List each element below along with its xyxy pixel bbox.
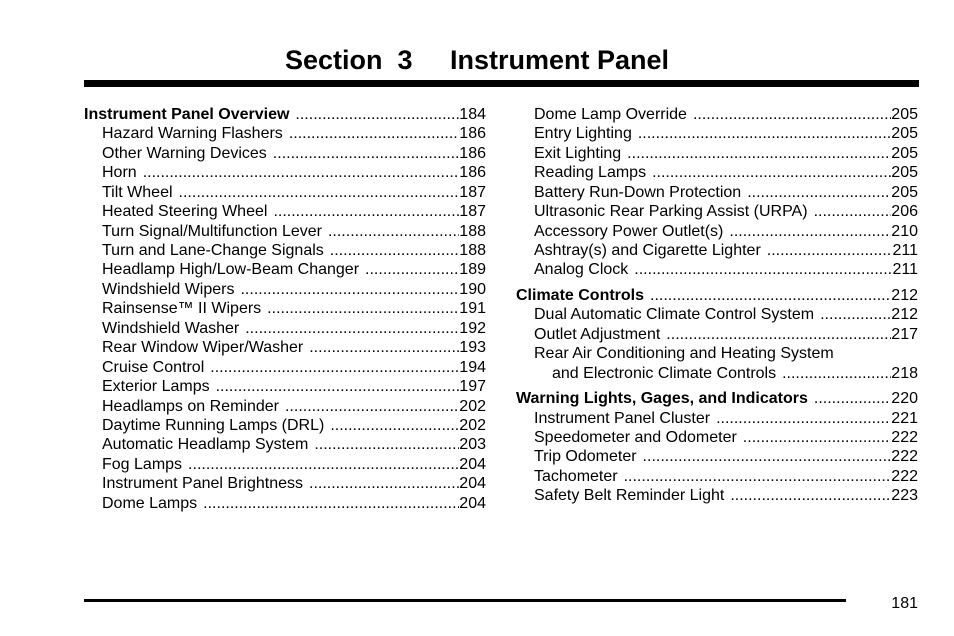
toc-entry-label: Headlamp High/Low-Beam Changer: [102, 261, 360, 279]
toc-entry-page: 205: [891, 125, 918, 143]
toc-entry: [84, 299, 486, 318]
toc-entry-label: Other Warning Devices: [102, 144, 267, 162]
toc-entry-page: 203: [459, 436, 486, 454]
dot-leader: [365, 261, 459, 280]
dot-leader: [267, 299, 459, 318]
toc-entry: [84, 124, 486, 143]
toc-entry: [84, 416, 486, 435]
toc-entry: [516, 144, 918, 163]
toc-entry-label: Heated Steering Wheel: [102, 203, 268, 221]
dot-leader: [814, 202, 892, 221]
dot-leader: [624, 467, 892, 486]
toc-entry-page: 204: [459, 475, 486, 493]
toc-entry: [84, 377, 486, 396]
toc-entry-label: Automatic Headlamp System: [102, 436, 309, 454]
title-rule: [84, 80, 919, 87]
toc-entry-page: 221: [891, 409, 918, 427]
toc-entry: [84, 494, 486, 513]
dot-leader: [314, 435, 459, 454]
toc-entry: [516, 241, 918, 260]
toc-entry: [84, 319, 486, 338]
toc-entry: [84, 144, 486, 163]
toc-entry-label: Entry Lighting: [534, 125, 632, 143]
toc-entry-page: 220: [891, 390, 918, 408]
toc-entry-label: Rainsense™ II Wipers: [102, 300, 262, 318]
dot-leader: [245, 319, 459, 338]
toc-entry: [516, 364, 918, 383]
toc-entry-page: 205: [891, 144, 918, 162]
toc-entry-page: 206: [891, 203, 918, 221]
dot-leader: [188, 455, 459, 474]
toc-entry-label: Instrument Panel Brightness: [102, 475, 303, 493]
toc-entry: [516, 261, 918, 280]
toc-entry-page: 212: [891, 306, 918, 324]
toc-entry: [516, 202, 918, 221]
toc-entry-page: 186: [459, 144, 486, 162]
toc-entry-page: 211: [892, 242, 918, 260]
toc-entry-label: Safety Belt Reminder Light: [534, 487, 725, 505]
toc-entry-page: 204: [459, 455, 486, 473]
toc-entry: [516, 286, 918, 305]
toc-entry-label: Ashtray(s) and Cigarette Lighter: [534, 242, 761, 260]
toc-entry: [516, 183, 918, 202]
toc-entry-label: Exit Lighting: [534, 144, 622, 162]
dot-leader: [650, 286, 891, 305]
dot-leader: [820, 305, 891, 324]
toc-entry: [84, 261, 486, 280]
dot-leader: [240, 280, 459, 299]
toc-entry: [84, 435, 486, 454]
toc-entry-label: Dome Lamp Override: [534, 105, 687, 123]
toc-entry-label: Trip Odometer: [534, 448, 637, 466]
toc-entry-label: Hazard Warning Flashers: [102, 125, 283, 143]
toc-entry: [516, 325, 918, 344]
toc-entry-page: 222: [891, 448, 918, 466]
toc-entry-label: Ultrasonic Rear Parking Assist (URPA): [534, 203, 808, 221]
toc-entry-label: Rear Window Wiper/Washer: [102, 339, 304, 357]
dot-leader: [747, 183, 891, 202]
toc-entry: [516, 105, 918, 124]
dot-leader: [330, 416, 459, 435]
dot-leader: [638, 124, 891, 143]
toc-entry-page: 218: [891, 364, 918, 382]
dot-leader: [730, 486, 891, 505]
toc-entry-page: 187: [459, 203, 486, 221]
dot-leader: [273, 144, 460, 163]
toc-entry-label: Fog Lamps: [102, 455, 183, 473]
toc-entry-label: Rear Air Conditioning and Heating System: [534, 345, 834, 363]
toc-entry-label: Climate Controls: [516, 286, 645, 304]
toc-entry-label: Cruise Control: [102, 358, 205, 376]
dot-leader: [143, 163, 460, 182]
dot-leader: [643, 447, 892, 466]
toc-entry: [516, 222, 918, 241]
toc-entry: [84, 455, 486, 474]
toc-entry: [84, 397, 486, 416]
toc-entry-page: 222: [891, 428, 918, 446]
toc-entry-page: 211: [892, 261, 918, 279]
toc-entry-page: 189: [459, 261, 486, 279]
dot-leader: [782, 364, 891, 383]
toc-entry-label: Instrument Panel Overview: [84, 105, 290, 123]
toc-entry-page: 205: [891, 183, 918, 201]
toc-entry-page: 186: [459, 125, 486, 143]
dot-leader: [693, 105, 891, 124]
toc-entry: [84, 222, 486, 241]
toc-entry: [84, 338, 486, 357]
dot-leader: [295, 105, 459, 124]
dot-leader: [216, 377, 460, 396]
toc-entry-page: 197: [459, 378, 486, 396]
toc-right-column: [516, 105, 918, 506]
toc-entry-label: Horn: [102, 164, 137, 182]
dot-leader: [814, 389, 891, 408]
dot-leader: [273, 202, 459, 221]
dot-leader: [634, 261, 892, 280]
toc-entry-page: 188: [459, 242, 486, 260]
page-number: 181: [891, 595, 918, 612]
toc-entry: [84, 105, 486, 124]
toc-entry-page: 202: [459, 397, 486, 415]
toc-left-column: [84, 105, 486, 513]
dot-leader: [729, 222, 891, 241]
dot-leader: [666, 325, 891, 344]
toc-entry: [84, 202, 486, 221]
toc-entry: [516, 447, 918, 466]
toc-entry-label: and Electronic Climate Controls: [552, 364, 777, 382]
toc-entry-label: Dual Automatic Climate Control System: [534, 306, 815, 324]
toc-entry-page: 223: [891, 487, 918, 505]
toc-entry: [84, 474, 486, 493]
toc-entry: [84, 163, 486, 182]
dot-leader: [627, 144, 891, 163]
toc-entry: [516, 486, 918, 505]
dot-leader: [210, 358, 459, 377]
dot-leader: [203, 494, 459, 513]
dot-leader: [289, 124, 459, 143]
toc-entry: [516, 409, 918, 428]
toc-entry: [516, 163, 918, 182]
toc-entry-page: 205: [891, 164, 918, 182]
toc-entry-label: Daytime Running Lamps (DRL): [102, 416, 325, 434]
toc-entry-page: 202: [459, 416, 486, 434]
toc-entry-label: Turn Signal/Multifunction Lever: [102, 222, 322, 240]
toc-entry-label: Warning Lights, Gages, and Indicators: [516, 390, 808, 408]
toc-entry-label: Tilt Wheel: [102, 183, 173, 201]
section-title: Section 3 Instrument Panel: [284, 45, 670, 75]
toc-entry: [84, 183, 486, 202]
toc-entry-page: 188: [459, 222, 486, 240]
toc-entry-label: Exterior Lamps: [102, 378, 210, 396]
dot-leader: [328, 222, 459, 241]
toc-entry-page: 194: [459, 358, 486, 376]
toc-entry-label: Tachometer: [534, 467, 618, 485]
toc-entry-label: Outlet Adjustment: [534, 325, 661, 343]
toc-entry-page: 205: [891, 105, 918, 123]
toc-entry-label: Headlamps on Reminder: [102, 397, 279, 415]
dot-leader: [309, 474, 459, 493]
toc-entry-page: 217: [891, 325, 918, 343]
toc-entry-page: 192: [459, 319, 486, 337]
toc-entry-page: 193: [459, 339, 486, 357]
toc-entry: [84, 358, 486, 377]
toc-entry-label: Analog Clock: [534, 261, 629, 279]
dot-leader: [179, 183, 460, 202]
toc-entry-page: 186: [459, 164, 486, 182]
dot-leader: [652, 163, 891, 182]
toc-entry-label: Reading Lamps: [534, 164, 647, 182]
toc-entry-page: 187: [459, 183, 486, 201]
toc-entry: [516, 344, 918, 363]
toc-entry: [516, 305, 918, 324]
toc-entry-page: 190: [459, 280, 486, 298]
toc-entry-page: 204: [459, 494, 486, 512]
toc-entry: [516, 467, 918, 486]
toc-entry-label: Turn and Lane-Change Signals: [102, 242, 324, 260]
toc-entry-label: Speedometer and Odometer: [534, 428, 737, 446]
toc-entry: [516, 428, 918, 447]
toc-entry-label: Battery Run-Down Protection: [534, 183, 742, 201]
toc-entry-label: Windshield Wipers: [102, 280, 235, 298]
toc-entry-label: Dome Lamps: [102, 494, 198, 512]
toc-entry-page: 191: [459, 300, 486, 318]
toc-entry: [516, 124, 918, 143]
toc-entry: [84, 241, 486, 260]
toc-entry: [84, 280, 486, 299]
dot-leader: [767, 241, 893, 260]
toc-entry-page: 222: [891, 467, 918, 485]
dot-leader: [309, 338, 459, 357]
dot-leader: [716, 409, 891, 428]
footer-rule: [84, 599, 846, 602]
dot-leader: [743, 428, 892, 447]
toc-entry-label: Accessory Power Outlet(s): [534, 222, 724, 240]
dot-leader: [285, 397, 459, 416]
dot-leader: [330, 241, 460, 260]
toc-entry-page: 184: [459, 105, 486, 123]
toc-entry-label: Windshield Washer: [102, 319, 240, 337]
toc-entry: [516, 389, 918, 408]
toc-entry-page: 210: [891, 222, 918, 240]
toc-entry-page: 212: [891, 286, 918, 304]
toc-entry-label: Instrument Panel Cluster: [534, 409, 711, 427]
